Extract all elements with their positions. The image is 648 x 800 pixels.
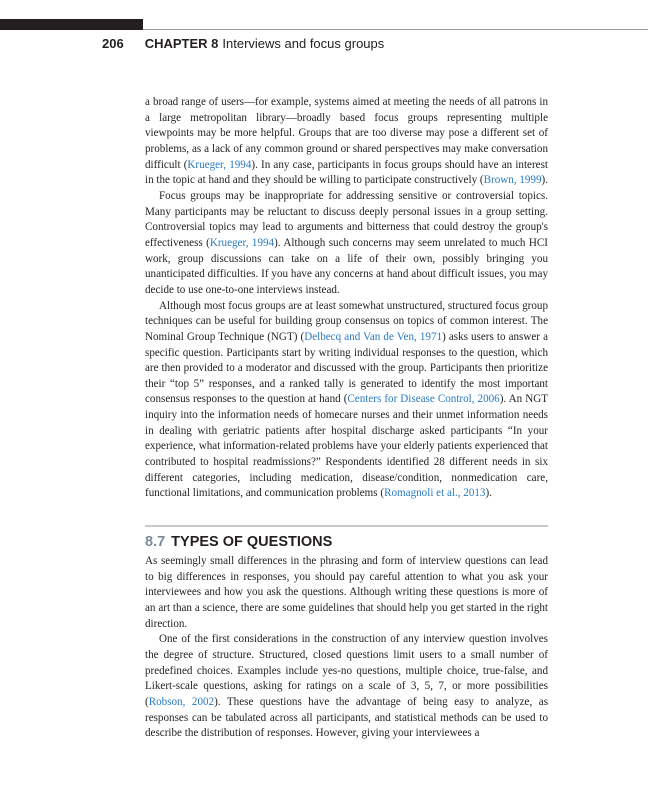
section-title: TYPES OF QUESTIONS <box>171 534 333 550</box>
paragraph: Focus groups may be inappropriate for addressing sensitive or controversial topics. Many participants may be reluctant to discuss deeply personal issues in a group setting. Controversial topics may lead to arguments and bitterness that could destroy the group's effectiveness (Krueger, 1994). Although such concerns may seem unrelated to much HCI work, group discussions can take on a life of their own, possibly bringing you unanticipated difficulties. If you have any concerns at hand about difficult issues, you may decide to use one-to-one interviews instead. <box>145 189 548 296</box>
paragraph: a broad range of users—for example, systems aimed at meeting the needs of all patrons in a large metropolitan library—broadly based focus groups representing multiple viewpoints may be more helpful. Groups that are too diverse may pose a different set of problems, as a lack of any common ground or shared perspectives may make conversation difficult (Krueger, 1994). In any case, participants in focus groups should have an interest in the topic at hand and they should be willing to participate constructively (Brown, 1999). <box>145 96 548 187</box>
citation-link[interactable]: Krueger, 1994 <box>187 158 252 171</box>
page-number: 206 <box>102 36 124 51</box>
section-rule <box>145 525 548 527</box>
citation-link[interactable]: Delbecq and Van de Ven, 1971 <box>304 330 443 343</box>
citation-link[interactable]: Krueger, 1994 <box>209 236 275 249</box>
body-text-section <box>145 554 548 742</box>
chapter-label: CHAPTER 8 <box>144 36 219 51</box>
running-header <box>102 35 384 53</box>
paragraph: As seemingly small differences in the phrasing and form of interview questions can lead to big differences in responses, you should pay careful attention to what you ask your interviewees and how you ask the questions. Although writing these questions is more of an art than a science, there are some guidelines that should help you get started in the right direction. <box>145 555 548 630</box>
body-text <box>145 95 548 502</box>
citation-link[interactable]: Romagnoli et al., 2013 <box>384 487 486 500</box>
section-number: 8.7 <box>145 534 166 550</box>
chapter-title: Interviews and focus groups <box>222 36 385 51</box>
header-bar <box>0 19 143 30</box>
paragraph: Although most focus groups are at least somewhat unstructured, structured focus group techniques can be useful for building group consensus on topics of common interest. The Nominal Group Technique (NGT) (Delbecq and Van de Ven, 1971) asks users to answer a specific question. Participants start by writing individual responses to the question, which are then provided to a moderator and discussed with the group. Participants then prioritize their “top 5” responses, and a ranked tally is generated to identify the most important consensus responses to the question at hand (Centers for Disease Control, 2006). An NGT inquiry into the information needs of homecare nurses and their unmet information needs in dealing with geriatric patients after hospital discharge asked participants “In your experience, what information-related problems have your elderly patients experienced that contributed to hospital readmissions?” Respondents identified 28 different needs in six different categories, including medication, disease/condition, nonmedication care, functional limitations, and communication problems (Romagnoli et al., 2013). <box>145 299 549 500</box>
citation-link[interactable]: Centers for Disease Control, 2006 <box>347 393 500 406</box>
paragraph: One of the first considerations in the construction of any interview question involves the degree of structure. Structured, closed questions limit users to a small number of predefined choices. Examples include yes-no questions, multiple choice, true-false, and Likert-scale questions, asking for ratings on a scale of 3, 5, 7, or more possibilities (Robson, 2002). These questions have the advantage of being easy to analyze, as responses can be tabulated across all participants, and statistical methods can be used to describe the distribution of responses. However, giving your interviewees a <box>145 633 549 740</box>
citation-link[interactable]: Brown, 1999 <box>483 174 542 187</box>
citation-link[interactable]: Robson, 2002 <box>148 695 215 708</box>
section-heading <box>145 534 332 550</box>
header-rule <box>143 29 648 30</box>
